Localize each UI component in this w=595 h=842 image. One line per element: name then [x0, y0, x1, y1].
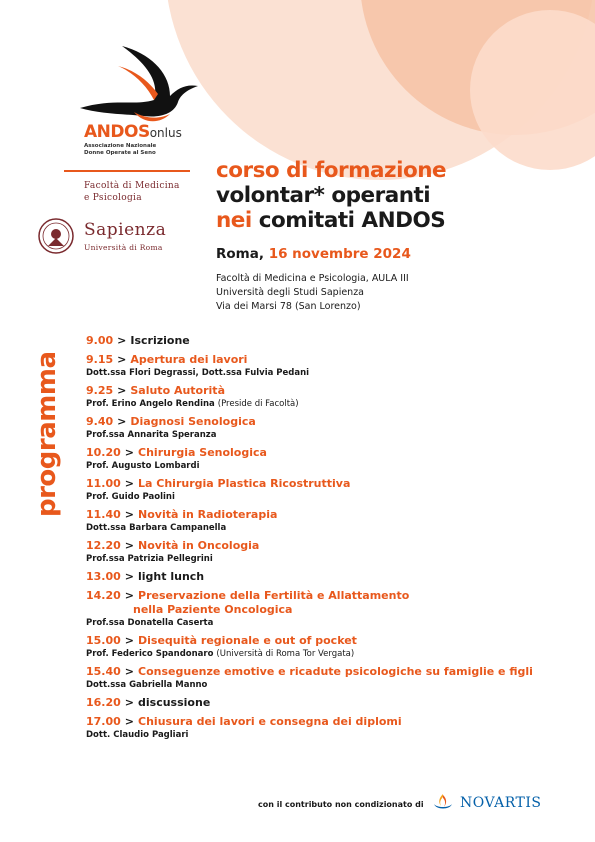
program-item [86, 477, 576, 503]
program-separator: > [117, 415, 127, 428]
title-line-3a: nei [216, 208, 252, 233]
title-line-2: volontar* operanti [216, 183, 431, 208]
program-speaker: Dott. Claudio Pagliari [86, 730, 189, 740]
program-time: 11.00 [86, 477, 121, 490]
program-topic: La Chirurgia Plastica Ricostruttiva [138, 477, 351, 490]
novartis-logo-text: NOVARTIS [460, 795, 542, 811]
program-separator: > [124, 589, 135, 602]
program-time: 15.00 [86, 634, 121, 647]
event-title [216, 158, 446, 233]
program-time: 16.20 [86, 696, 121, 709]
program-separator: > [124, 539, 135, 552]
andos-logo-subtitle: Associazione Nazionale Donne Operate al Seno [84, 143, 157, 156]
program-topic: Iscrizione [130, 334, 190, 347]
program-topic: Conseguenze emotive e ricadute psicologiche su famiglie e figli [138, 665, 533, 678]
faculty-label: Facoltà di Medicina e Psicologia [84, 181, 180, 203]
program-time: 9.25 [86, 384, 114, 397]
program-item-heading [86, 539, 576, 553]
program-separator: > [124, 696, 135, 709]
program-item-heading [86, 634, 576, 648]
program-speaker-note: (Università di Roma Tor Vergata) [216, 649, 355, 659]
program-time: 11.40 [86, 508, 121, 521]
program-speaker: Prof.ssa Annarita Speranza [86, 430, 217, 440]
event-venue: Facoltà di Medicina e Psicologia, AULA III Università degli Studi Sapienza Via dei Marsi 78 (San Lorenzo) [216, 273, 409, 312]
program-topic: Chirurgia Senologica [138, 446, 267, 459]
program-topic: Novità in Oncologia [138, 539, 260, 552]
program-item [86, 334, 576, 348]
sapienza-name: Sapienza [84, 220, 167, 240]
novartis-flame-icon [432, 792, 454, 812]
program-topic: Saluto Autorità [130, 384, 225, 397]
program-item [86, 665, 576, 691]
program-item [86, 589, 576, 629]
program-separator: > [124, 570, 135, 583]
program-separator: > [124, 446, 135, 459]
program-speaker: Prof. Erino Angelo Rendina (Preside di Facoltà) [86, 399, 299, 409]
program-item-heading [86, 665, 576, 679]
sapienza-seal-icon [38, 218, 74, 254]
program-item-heading [86, 384, 576, 398]
program-item [86, 634, 576, 660]
program-item-heading [86, 696, 576, 710]
program-separator: > [124, 715, 135, 728]
program-speaker: Prof.ssa Donatella Caserta [86, 618, 214, 628]
program-topic: Preservazione della Fertilità e Allattamento [138, 589, 410, 602]
program-item-heading [86, 589, 576, 603]
program-item-heading [86, 570, 576, 584]
program-item [86, 353, 576, 379]
program-time: 13.00 [86, 570, 121, 583]
program-item [86, 415, 576, 441]
program-item-heading [86, 715, 576, 729]
program-topic: Disequità regionale e out of pocket [138, 634, 357, 647]
program-speaker: Dott.ssa Flori Degrassi, Dott.ssa Fulvia Pedani [86, 368, 310, 378]
program-item-heading [86, 353, 576, 367]
orange-divider [64, 170, 190, 172]
event-date: Roma, 16 novembre 2024 [216, 246, 411, 262]
program-topic: Novità in Radioterapia [138, 508, 278, 521]
sponsor-credit: con il contributo non condizionato di [258, 800, 424, 809]
program-topic: discussione [138, 696, 211, 709]
program-item-heading [86, 477, 576, 491]
program-item-heading [86, 508, 576, 522]
title-line-3b: comitati ANDOS [258, 208, 446, 233]
program-separator: > [124, 634, 135, 647]
program-time: 9.00 [86, 334, 114, 347]
program-separator: > [124, 665, 135, 678]
program-speaker: Dott.ssa Gabriella Manno [86, 680, 208, 690]
program-topic: Chiusura dei lavori e consegna dei diplomi [138, 715, 402, 728]
program-item [86, 446, 576, 472]
program-item [86, 696, 576, 710]
program-item [86, 384, 576, 410]
program-time: 14.20 [86, 589, 121, 602]
program-item [86, 539, 576, 565]
program-time: 10.20 [86, 446, 121, 459]
program-item [86, 508, 576, 534]
program-speaker: Dott.ssa Barbara Campanella [86, 523, 227, 533]
program-item-heading [86, 446, 576, 460]
program-item-heading [86, 334, 576, 348]
program-speaker: Prof. Federico Spandonaro (Università di Roma Tor Vergata) [86, 649, 355, 659]
program-topic: Apertura dei lavori [130, 353, 248, 366]
program-time: 15.40 [86, 665, 121, 678]
program-topic-continued: nella Paziente Oncologica [133, 603, 293, 616]
program-separator: > [117, 353, 127, 366]
program-time: 9.40 [86, 415, 114, 428]
program-time: 17.00 [86, 715, 121, 728]
program-speaker: Prof.ssa Patrizia Pellegrini [86, 554, 213, 564]
program-speaker-note: (Preside di Facoltà) [217, 399, 299, 409]
program-item [86, 715, 576, 741]
program-speaker: Prof. Guido Paolini [86, 492, 175, 502]
program-speaker: Prof. Augusto Lombardi [86, 461, 200, 471]
program-list [86, 334, 576, 741]
program-topic: light lunch [138, 570, 205, 583]
andos-logo-text: ANDOSonlus [84, 122, 182, 142]
title-line-1: corso di formazione [216, 158, 447, 183]
program-separator: > [117, 334, 127, 347]
program-separator: > [117, 384, 127, 397]
program-separator: > [124, 508, 135, 521]
program-time: 9.15 [86, 353, 114, 366]
programma-vertical-label: programma [32, 351, 62, 517]
program-item-heading [86, 415, 576, 429]
program-separator: > [124, 477, 135, 490]
program-item [86, 570, 576, 584]
sapienza-university: Università di Roma [84, 243, 163, 252]
program-time: 12.20 [86, 539, 121, 552]
program-topic: Diagnosi Senologica [130, 415, 256, 428]
